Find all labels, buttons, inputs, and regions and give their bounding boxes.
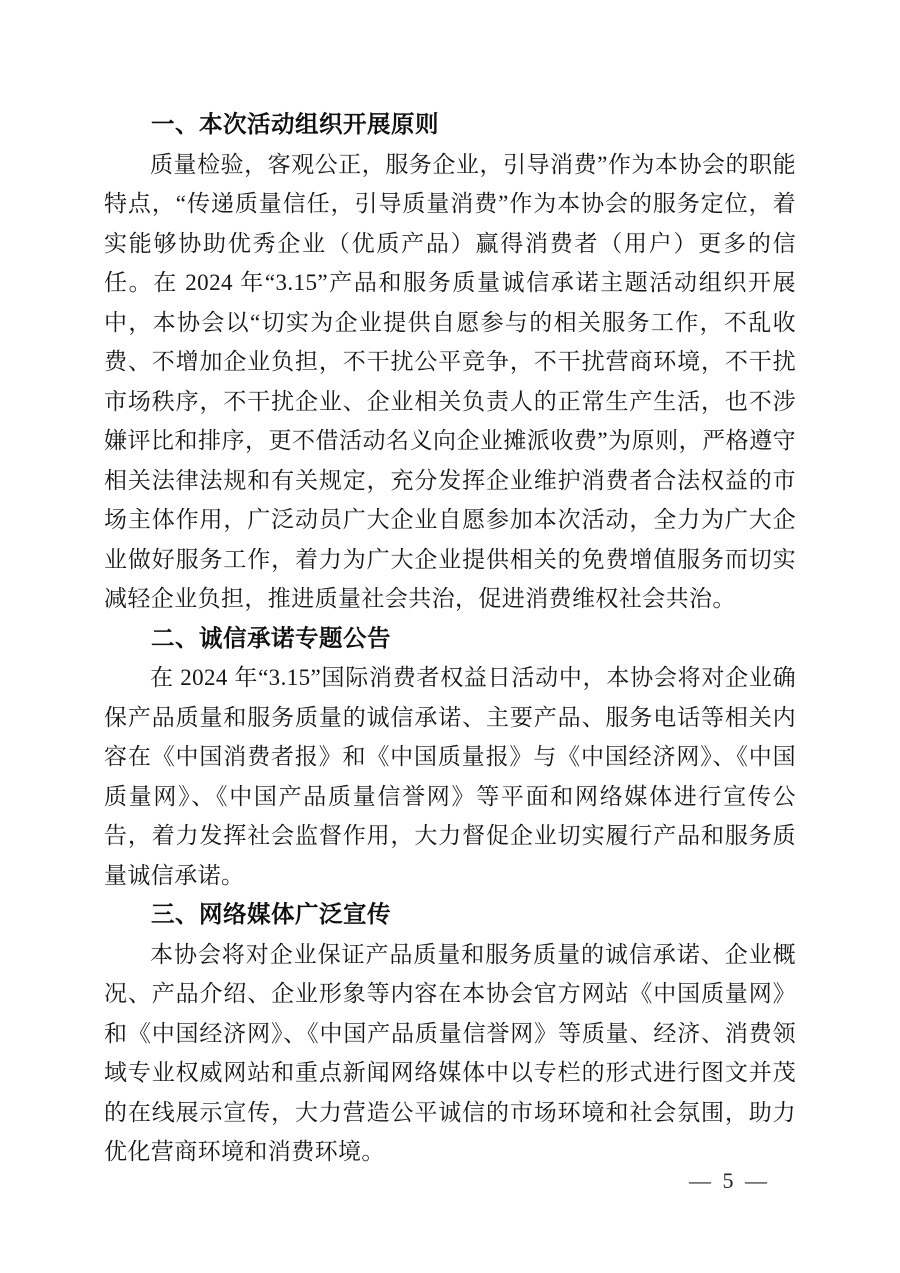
section-heading-2: 二、诚信承诺专题公告 xyxy=(151,624,391,651)
section-activity-principles xyxy=(104,105,796,619)
section-heading-3: 三、网络媒体广泛宣传 xyxy=(151,901,391,927)
section-heading-1: 一、本次活动组织开展原则 xyxy=(151,111,439,137)
document-content xyxy=(104,105,796,1172)
section-media-publicity xyxy=(104,895,796,1172)
page-number: — 5 — xyxy=(689,1168,770,1193)
section-paragraph-1: 质量检验，客观公正，服务企业，引导消费”作为本协会的职能特点，“传递质量信任，引导质量消费”作为本协会的服务定位，着实能够协助优秀企业（优质产品）赢得消费者（用户）更多的信任。在 2024 年“3.15”产品和服务质量诚信承诺主题活动组织开展中，本协会以“切实为企业提供自愿参与的相关服务工作，不乱收费、不增加企业负担，不干扰公平竞争，不干扰营商环境，不干扰市场秩序，不干扰企业、企业相关负责人的正常生产生活，也不涉嫌评比和排序，更不借活动名义向企业摊派收费”为原则，严格遵守相关法律法规和有关规定，充分发挥企业维护消费者合法权益的市场主体作用，广泛动员广大企业自愿参加本次活动，全力为广大企业做好服务工作，着力为广大企业提供相关的免费增值服务而切实减轻企业负担，推进质量社会共治，促进消费维权社会共治。 xyxy=(104,151,796,611)
section-paragraph-3: 本协会将对企业保证产品质量和服务质量的诚信承诺、企业概况、产品介绍、企业形象等内容在本协会官方网站《中国质量网》和《中国经济网》、《中国产品质量信誉网》等质量、经济、消费领域专业权威网站和重点新闻网络媒体中以专栏的形式进行图文并茂的在线展示宣传，大力营造公平诚信的市场环境和社会氛围，助力优化营商环境和消费环境。 xyxy=(104,941,796,1164)
section-paragraph-2: 在 2024 年“3.15”国际消费者权益日活动中，本协会将对企业确保产品质量和服务质量的诚信承诺、主要产品、服务电话等相关内容在《中国消费者报》和《中国质量报》与《中国经济网》、《中国质量网》、《中国产品质量信誉网》等平面和网络媒体进行宣传公告，着力发挥社会监督作用，大力督促企业切实履行产品和服务质量诚信承诺。 xyxy=(104,665,796,888)
section-integrity-announcement xyxy=(104,619,796,896)
